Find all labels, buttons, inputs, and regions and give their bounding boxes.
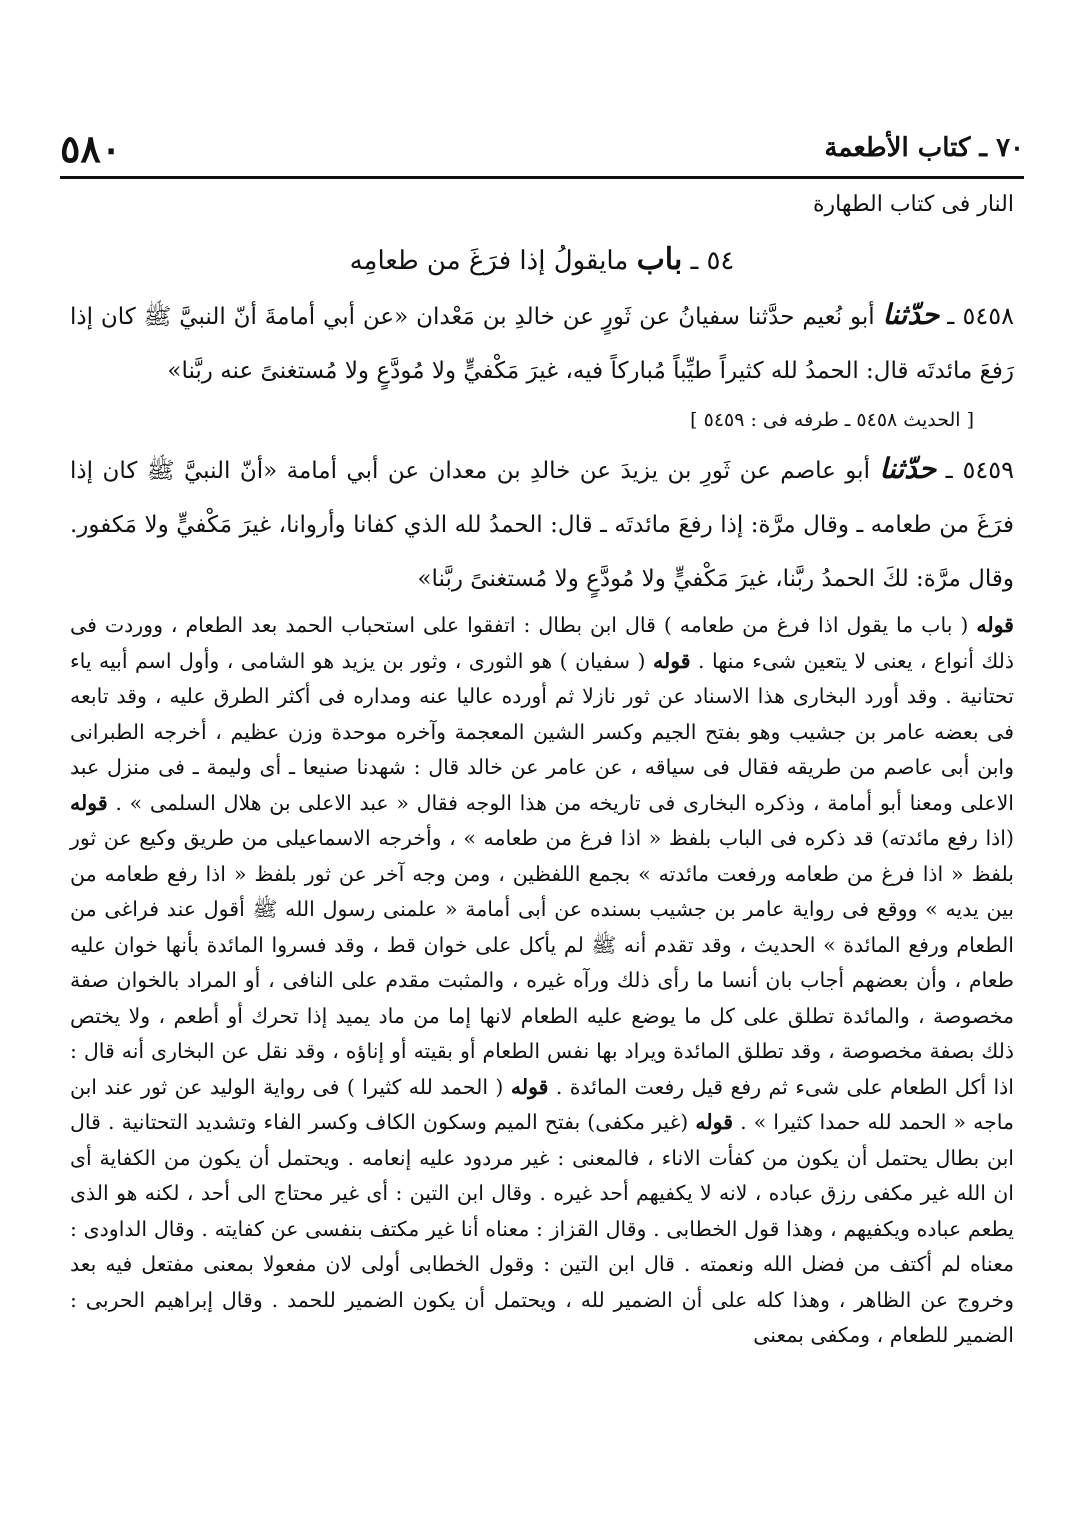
hadith-5459 [70,442,1014,606]
chapter-title: مايقولُ إذا فرَغَ من طعامِه [349,246,629,276]
chapter-bab-word: باب [636,242,683,277]
hadith-cross-reference: [ الحديث ٥٤٥٨ ـ طرفه فى : ٥٤٥٩ ] [690,409,974,431]
hadith-5458 [70,288,1014,398]
header-rule [60,176,1024,179]
hadith-text: أبو عاصم عن ثَورِ بن يزيدَ عن خالدِ بن معدان عن أبي أمامة «أنّ النبيَّ ﷺ كان إذا فرَغَ من طعامه ـ وقال مرَّة: إذا رفعَ مائدتَه ـ قال: الحمدُ لله الذي كفانا وأروانا، غيرَ مَكْفيٍّ ولا مَكفور. وقال مرَّة: لكَ الحمدُ ربَّنا، غيرَ مَكْفيٍّ ولا مُودَّعٍ ولا مُستغنىً ربَّنا» [70,458,1014,592]
hadith-number: ٥٤٥٨ ـ [947,302,1015,330]
hadith-number: ٥٤٥٩ ـ [945,456,1014,484]
hadith-opening-word: حدّثنا [882,298,940,331]
page-header [60,118,1024,178]
running-title: ٧٠ ـ كتاب الأطعمة [824,133,1024,163]
page-body [70,190,1014,1514]
qawluhu-marker: قوله [652,648,691,673]
qawluhu-marker: قوله [70,790,108,815]
commentary-paragraph: قوله ( باب ما يقول اذا فرغ من طعامه ) قال ابن بطال : اتفقوا على استحباب الحمد بعد الطعام ، ووردت فى ذلك أنواع ، يعنى لا يتعين شىء منها . قوله ( سفيان ) هو الثورى ، وثور بن يزيد هو الشامى ، وأول اسم أبيه ياء تحتانية . وقد أورد البخارى هذا الاسناد عن ثور نازلا ثم أورده عاليا عنه ومداره فى أكثر الطرق عليه ، وقد تابعه فى بعضه عامر بن جشيب وهو بفتح الجيم وكسر الشين المعجمة وآخره موحدة وزن عظيم ، أخرجه الطبرانى وابن أبى عاصم من طريقه فقال فى سياقه ، عن عامر عن خالد قال : شهدنا صنيعا ـ أى وليمة ـ فى منزل عبد الاعلى ومعنا أبو أمامة ، وذكره البخارى فى تاريخه من هذا الوجه فقال « عبد الاعلى بن هلال السلمى » . قوله (اذا رفع مائدته) قد ذكره فى الباب بلفظ « اذا فرغ من طعامه » ، وأخرجه الاسماعيلى من طريق وكيع عن ثور بلفظ « اذا فرغ من طعامه ورفعت مائدته » بجمع اللفظين ، ومن وجه آخر عن ثور بلفظ « اذا رفع طعامه من بين يديه » ووقع فى رواية عامر بن جشيب بسنده عن أبى أمامة « علمنى رسول الله ﷺ أقول عند فراغى من الطعام ورفع المائدة » الحديث ، وقد تقدم أنه ﷺ لم يأكل على خوان قط ، وقد فسروا المائدة بأنها خوان عليه طعام ، وأن بعضهم أجاب بان أنسا ما رأى ذلك ورآه غيره ، والمثبت مقدم على النافى ، أو المراد بالخوان صفة مخصوصة ، والمائدة تطلق على كل ما يوضع عليه الطعام لانها إما من ماد يميد إذا تحرك أو أطعم ، ولا يختص ذلك بصفة مخصوصة ، وقد تطلق المائدة ويراد بها نفس الطعام أو بقيته أو إناؤه ، وقد نقل عن البخارى أنه قال : اذا أكل الطعام على شىء ثم رفع قيل رفعت المائدة . قوله ( الحمد لله كثيرا ) فى رواية الوليد عن ثور عند ابن ماجه « الحمد لله حمدا كثيرا » . قوله (غير مكفى) بفتح الميم وسكون الكاف وكسر الفاء وتشديد التحتانية . قال ابن بطال يحتمل أن يكون من كفأت الاناء ، فالمعنى : غير مردود عليه إنعامه . ويحتمل أن يكون من الكفاية أى ان الله غير مكفى رزق عباده ، لانه لا يكفيهم أحد غيره . وقال ابن التين : أى غير محتاج الى أحد ، لكنه هو الذى يطعم عباده ويكفيهم ، وهذا قول الخطابى . وقال القزاز : معناه أنا غير مكتف بنفسى عن كفايته . وقال الداودى : معناه لم أكتف من فضل الله ونعمته . قال ابن التين : وقول الخطابى أولى لان مفعولا بمعنى مفتعل فيه بعد وخروج عن الظاهر ، وهذا كله على أن الضمير لله ، ويحتمل أن يكون الضمير للحمد . وقال إبراهيم الحربى : الضمير للطعام ، ومكفى بمعنى [70,613,1014,1347]
hadith-text: أبو نُعيم حدَّثنا سفيانُ عن ثَورٍ عن خالدِ بن مَعْدان «عن أبي أمامةَ أنّ النبيَّ ﷺ كان إذا رَفعَ مائدتَه قال: الحمدُ لله كثيراً طيِّباً مُباركاً فيه، غيرَ مَكْفيٍّ ولا مُودَّعٍ ولا مُستغنىً عنه ربَّنا» [70,304,1014,384]
chapter-heading [70,232,1014,288]
commentary [70,608,1014,1354]
qawluhu-marker: قوله [510,1074,549,1099]
page-number: ٥٨٠ [60,125,122,171]
carried-over-text: النار فى كتاب الطهارة [813,192,1014,217]
qawluhu-marker: قوله [976,613,1014,637]
chapter-number: ٥٤ ـ [690,246,735,276]
hadith-opening-word: حدّثنا [879,452,937,485]
qawluhu-marker: قوله [695,1110,734,1134]
